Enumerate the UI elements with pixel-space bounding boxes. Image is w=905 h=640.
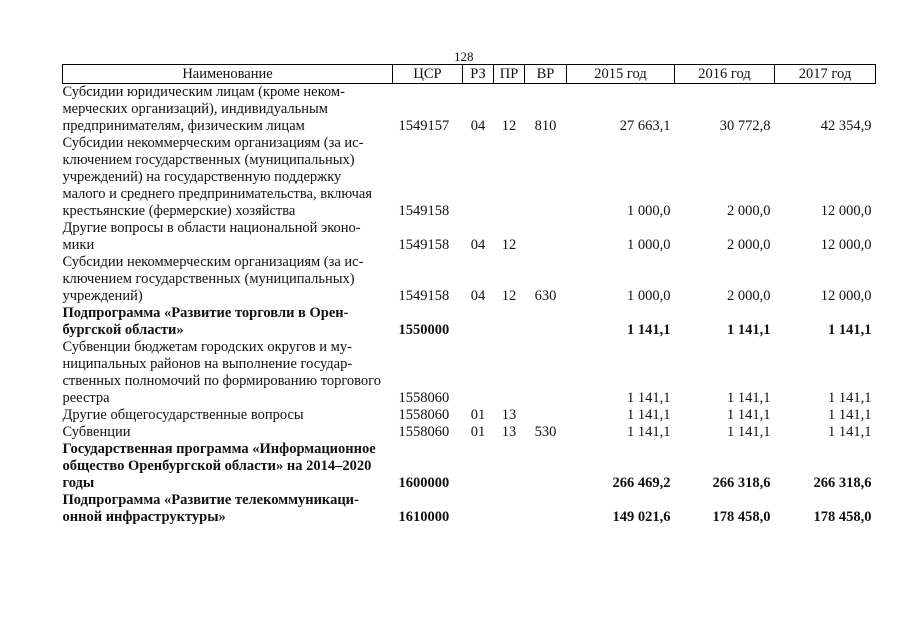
row-name: Субсидии некоммерческим организациям (за исключением государственных (муниципальных) учреждений) xyxy=(62,254,364,304)
row-csr: 1610000 xyxy=(398,509,450,525)
table-row xyxy=(63,339,876,407)
row-2015: 1 000,0 xyxy=(627,288,671,304)
row-rz: 01 xyxy=(470,407,486,423)
row-rz xyxy=(463,135,494,220)
row-rz: 04 xyxy=(470,237,486,253)
row-pr: 12 xyxy=(501,237,517,253)
row-name: Субвенции бюджетам городских округов и муниципальных районов на выполнение государственных полномочий по формированию торгового реестра xyxy=(62,339,382,406)
row-vr: 810 xyxy=(534,118,557,134)
row-rz: 04 xyxy=(470,288,486,304)
table-header-row xyxy=(63,65,876,84)
table-row xyxy=(63,135,876,220)
row-2017: 1 141,1 xyxy=(828,322,872,338)
row-2015: 27 663,1 xyxy=(619,118,671,134)
row-name: Государственная программа «Информационное общество Оренбургской области» на 2014–2020 годы xyxy=(62,441,376,491)
row-pr xyxy=(494,492,525,526)
row-vr xyxy=(525,339,567,407)
row-name: Субсидии юридическим лицам (кроме некоммерческих организаций), индивидуальным предпринимателям, физическим лицам xyxy=(62,84,345,134)
row-2017: 42 354,9 xyxy=(820,118,872,134)
row-2015: 1 141,1 xyxy=(627,322,671,338)
row-2016: 1 141,1 xyxy=(727,390,771,406)
row-name: Подпрограмма «Развитие торговли в Оренбургской области» xyxy=(62,305,349,338)
row-2016: 2 000,0 xyxy=(727,237,771,253)
row-csr: 1549158 xyxy=(398,203,450,219)
row-pr: 12 xyxy=(501,288,517,304)
row-pr: 13 xyxy=(501,424,517,440)
header-vr: ВР xyxy=(525,65,567,84)
row-vr xyxy=(525,305,567,339)
row-vr xyxy=(525,407,567,424)
row-name: Подпрограмма «Развитие телекоммуникационной инфраструктуры» xyxy=(62,492,359,525)
header-2015: 2015 год xyxy=(567,65,675,84)
row-2015: 1 141,1 xyxy=(627,407,671,423)
row-2016: 1 141,1 xyxy=(727,407,771,423)
row-vr: 530 xyxy=(534,424,557,440)
row-vr xyxy=(525,220,567,254)
row-2015: 1 000,0 xyxy=(627,203,671,219)
page-number: 128 xyxy=(454,49,474,64)
row-name: Субсидии некоммерческим организациям (за исключением государственных (муниципальных) учреждений) на государственную поддержку малого и среднего предпринимательства, включая крестьянские (фермерские) хозяйства xyxy=(62,135,373,219)
table-row xyxy=(63,220,876,254)
row-2017: 12 000,0 xyxy=(820,237,872,253)
row-csr: 1550000 xyxy=(398,322,450,338)
header-rz: РЗ xyxy=(463,65,494,84)
row-pr xyxy=(494,441,525,492)
row-vr xyxy=(525,441,567,492)
row-rz xyxy=(463,305,494,339)
row-2017: 266 318,6 xyxy=(813,475,872,491)
row-csr: 1600000 xyxy=(398,475,450,491)
table-row xyxy=(63,441,876,492)
header-2017: 2017 год xyxy=(775,65,876,84)
row-csr: 1558060 xyxy=(398,390,450,406)
row-2016: 1 141,1 xyxy=(727,424,771,440)
row-csr: 1549158 xyxy=(398,288,450,304)
row-vr xyxy=(525,492,567,526)
row-rz xyxy=(463,441,494,492)
row-2016: 2 000,0 xyxy=(727,288,771,304)
row-2016: 266 318,6 xyxy=(712,475,771,491)
row-2017: 1 141,1 xyxy=(828,407,872,423)
row-vr xyxy=(525,135,567,220)
row-2017: 1 141,1 xyxy=(828,390,872,406)
row-2017: 178 458,0 xyxy=(813,509,872,525)
row-name: Субвенции xyxy=(62,424,131,440)
row-rz: 01 xyxy=(470,424,486,440)
row-pr: 13 xyxy=(501,407,517,423)
table-row xyxy=(63,254,876,305)
row-pr: 12 xyxy=(501,118,517,134)
row-name: Другие общегосударственные вопросы xyxy=(62,407,304,423)
row-2017: 12 000,0 xyxy=(820,288,872,304)
row-2016: 178 458,0 xyxy=(712,509,771,525)
table-row xyxy=(63,305,876,339)
header-2016: 2016 год xyxy=(675,65,775,84)
row-2017: 12 000,0 xyxy=(820,203,872,219)
header-pr: ПР xyxy=(494,65,525,84)
budget-table xyxy=(62,64,876,526)
row-name: Другие вопросы в области национальной экономики xyxy=(62,220,361,253)
table-row xyxy=(63,84,876,136)
row-pr xyxy=(494,135,525,220)
row-pr xyxy=(494,305,525,339)
row-pr xyxy=(494,339,525,407)
row-csr: 1549157 xyxy=(398,118,450,134)
header-csr: ЦСР xyxy=(393,65,463,84)
row-2015: 1 141,1 xyxy=(627,390,671,406)
table-row xyxy=(63,424,876,441)
row-rz xyxy=(463,492,494,526)
row-rz: 04 xyxy=(470,118,486,134)
row-2016: 30 772,8 xyxy=(719,118,771,134)
row-2015: 149 021,6 xyxy=(612,509,671,525)
table-row xyxy=(63,407,876,424)
row-rz xyxy=(463,339,494,407)
row-csr: 1558060 xyxy=(398,424,450,440)
header-name: Наименование xyxy=(63,65,393,84)
row-csr: 1558060 xyxy=(398,407,450,423)
row-2017: 1 141,1 xyxy=(828,424,872,440)
row-2016: 2 000,0 xyxy=(727,203,771,219)
row-2015: 1 000,0 xyxy=(627,237,671,253)
row-2015: 266 469,2 xyxy=(612,475,671,491)
row-2015: 1 141,1 xyxy=(627,424,671,440)
row-vr: 630 xyxy=(534,288,557,304)
row-2016: 1 141,1 xyxy=(727,322,771,338)
table-row xyxy=(63,492,876,526)
row-csr: 1549158 xyxy=(398,237,450,253)
